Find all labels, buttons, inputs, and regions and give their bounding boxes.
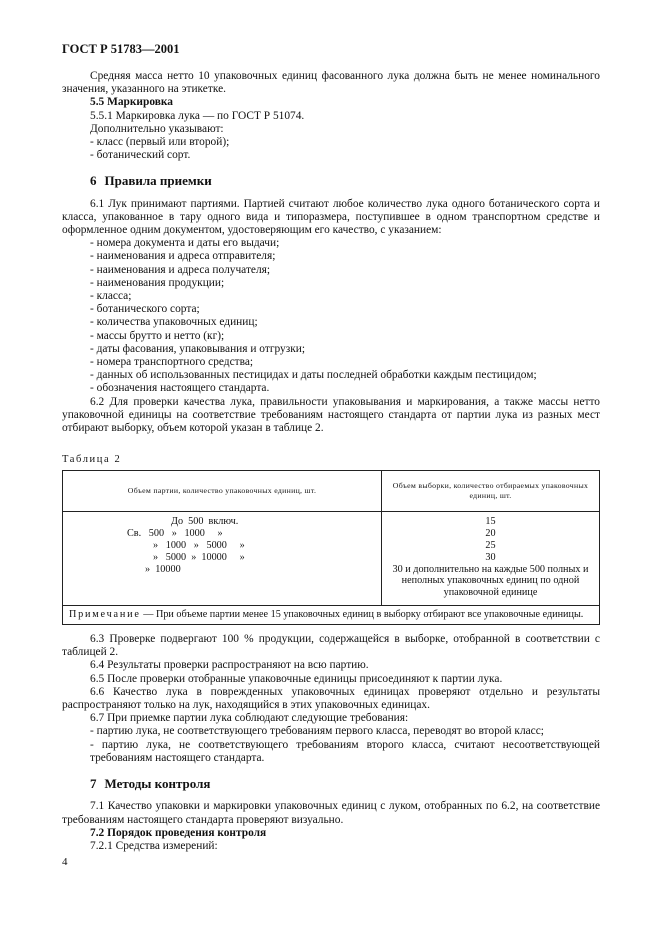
acceptance-list xyxy=(62,725,600,738)
section-number: 6 xyxy=(90,173,97,189)
list-item: - наименования и адреса получателя; xyxy=(90,263,271,276)
section-7-heading xyxy=(90,777,600,790)
range-value: До 500 включ. xyxy=(171,516,239,528)
additional-label: Дополнительно указывают: xyxy=(90,122,224,135)
sample-value: 30 и дополнительно на каждые 500 полных и неполных упаковочных единиц по одной упаковочной единице xyxy=(392,563,589,599)
clause-6-1: 6.1 Лук принимают партиями. Партией считают любое количество лука одного ботанического сорта и класса, упакованное в тару одного вида и типоразмера, поступившее в одном транспортном средстве и оформленное одним документом, удостоверяющим его качество, с указанием: xyxy=(62,197,600,237)
clause-6-2: 6.2 Для проверки качества лука, правильности упаковывания и маркирования, а также массы нетто упаковочной единицы на соответствие требованиям настоящего стандарта от партии лука из разных мест отбирают выборку, объем которой указан в таблице 2. xyxy=(62,395,600,435)
list-item: - класса; xyxy=(90,290,132,303)
clause-6-5: 6.5 После проверки отобранные упаковочные единицы присоединяют к партии лука. xyxy=(90,672,503,685)
list-item: - класс (первый или второй); xyxy=(90,136,230,149)
lot-size-cell xyxy=(63,512,382,606)
range-value: » 10000 xyxy=(145,563,181,575)
marking-list xyxy=(62,136,600,162)
page-number: 4 xyxy=(62,856,68,868)
document-header: ГОСТ Р 51783—2001 xyxy=(62,42,180,56)
list-item: - ботанического сорта; xyxy=(90,303,200,316)
clause-7-2-1: 7.2.1 Средства измерений: xyxy=(90,839,218,852)
section-6-heading xyxy=(90,174,600,187)
table-note xyxy=(63,606,600,625)
list-item: - наименования и адреса отправителя; xyxy=(90,250,276,263)
sample-value: 15 xyxy=(485,516,496,528)
section-title: Правила приемки xyxy=(104,173,212,189)
section-5-5-title: 5.5 Маркировка xyxy=(90,96,173,109)
section-7-2-title: 7.2 Порядок проведения контроля xyxy=(90,826,267,839)
note-text: — При объеме партии менее 15 упаковочных единиц в выборку отбирают все упаковочные единицы. xyxy=(140,609,584,621)
sample-value: 30 xyxy=(485,551,496,563)
list-item: - данных об использованных пестицидах и даты последней обработки каждым пестицидом; xyxy=(90,369,537,382)
section-title: Методы контроля xyxy=(104,776,211,792)
clause-7-1: 7.1 Качество упаковки и маркировки упаковочных единиц с луком, отобранных по 6.2, на соответствие требованиям настоящего стандарта проверяют визуально. xyxy=(62,800,600,826)
list-item: - обозначения настоящего стандарта. xyxy=(90,382,270,395)
sampling-table xyxy=(62,470,600,625)
column-header-lot-size: Объем партии, количество упаковочных единиц, шт. xyxy=(63,471,382,512)
clause-5-5-1: 5.5.1 Маркировка лука — по ГОСТ Р 51074. xyxy=(90,109,305,122)
range-value: Св. 500 » 1000 » xyxy=(127,528,223,540)
list-item: - номера документа и даты его выдачи; xyxy=(90,237,280,250)
range-value: » 5000 » 10000 » xyxy=(153,551,245,563)
list-item: - массы брутто и нетто (кг); xyxy=(90,329,225,342)
table-caption: Таблица 2 xyxy=(62,454,122,466)
clause-6-4: 6.4 Результаты проверки распространяют на всю партию. xyxy=(90,659,369,672)
sample-size-cell xyxy=(382,512,600,606)
page-content xyxy=(62,70,600,853)
list-item: - партию лука, не соответствующего требованиям первого класса, переводят во второй класс; xyxy=(90,725,544,738)
list-item: - ботанический сорт. xyxy=(90,149,191,162)
note-label: Примечание xyxy=(69,609,141,621)
table-row xyxy=(63,512,600,606)
list-item: - номера транспортного средства; xyxy=(90,356,254,369)
list-item: - даты фасования, упаковывания и отгрузки; xyxy=(90,342,306,355)
clause-6-7: 6.7 При приемке партии лука соблюдают следующие требования: xyxy=(90,712,409,725)
clause-6-6: 6.6 Качество лука в поврежденных упаковочных единицах проверяют отдельно и результаты распространяют только на лук, находящийся в этих упаковочных единицах. xyxy=(62,685,600,712)
clause-6-3: 6.3 Проверке подвергают 100 % продукции, содержащейся в выборке, отобранной в соответствии с таблицей 2. xyxy=(62,633,600,659)
intro-paragraph: Средняя масса нетто 10 упаковочных единиц фасованного лука должна быть не менее номинального значения, указанного на этикетке. xyxy=(62,70,600,96)
lot-info-list xyxy=(62,237,600,395)
range-value: » 1000 » 5000 » xyxy=(153,540,245,552)
table-header-row xyxy=(63,471,600,512)
sample-value: 20 xyxy=(485,528,496,540)
section-number: 7 xyxy=(90,776,97,792)
column-header-sample-size: Объем выборки, количество отбираемых упаковочных единиц, шт. xyxy=(382,471,600,512)
table-note-row xyxy=(63,606,600,625)
list-item: - количества упаковочных единиц; xyxy=(90,316,258,329)
list-item: - партию лука, не соответствующего требованиям второго класса, считают несоответствующей требованиям настоящего стандарта. xyxy=(90,738,600,764)
sample-value: 25 xyxy=(485,540,496,552)
list-item: - наименования продукции; xyxy=(90,276,225,289)
